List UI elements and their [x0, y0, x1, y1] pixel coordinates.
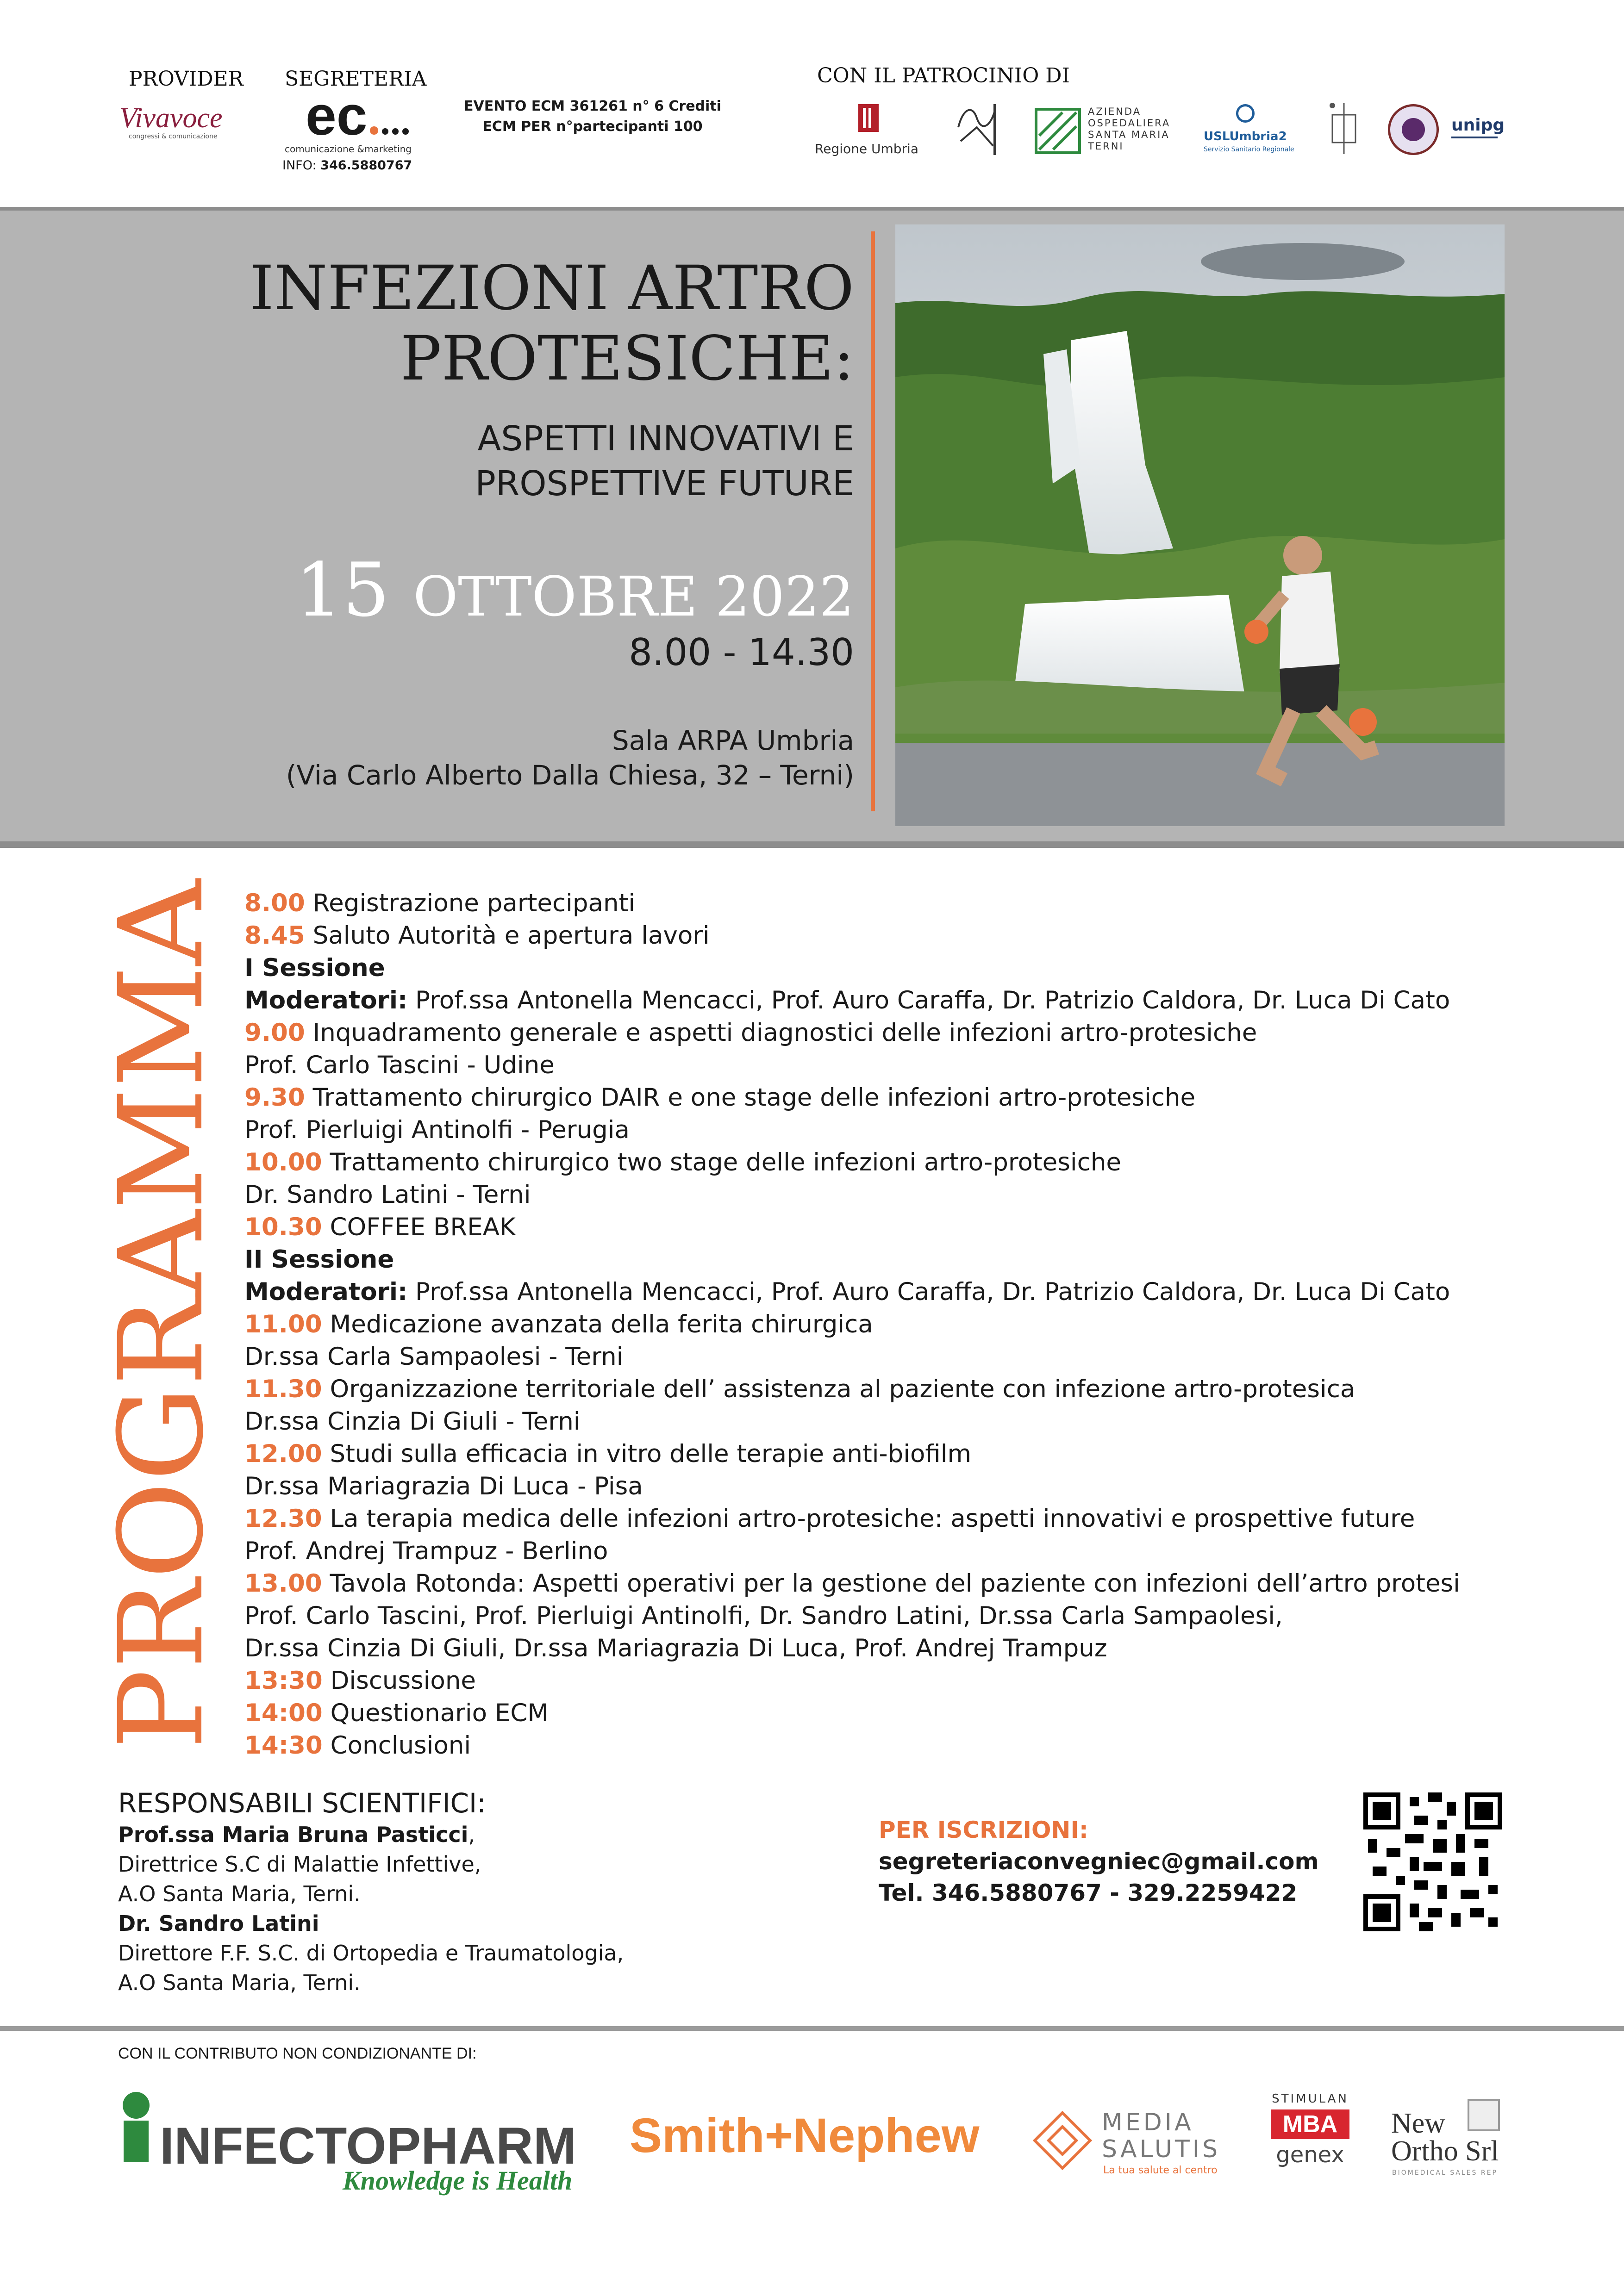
session-heading: II Sessione: [244, 1245, 394, 1274]
media-salutis-logo: [1030, 2103, 1234, 2178]
university-seal-logo: [1388, 104, 1439, 155]
speaker-line: Dr.ssa Mariagrazia Di Luca - Pisa: [244, 1472, 643, 1500]
event-time: 8.00 - 14.30: [629, 631, 854, 674]
genex-text: genex: [1276, 2142, 1344, 2168]
program-line: 10.30 COFFEE BREAK: [244, 1213, 516, 1241]
program-line: 11.00 Medicazione avanzata della ferita chirurgica: [244, 1310, 873, 1338]
venue-line1: Sala ARPA Umbria: [612, 725, 854, 756]
stimulan-mba-genex-logo: [1264, 2092, 1356, 2189]
responsabile-1-name-line: Prof.ssa Maria Bruna Pasticci,: [118, 1822, 475, 1847]
smith-nephew-logo: Smith+Nephew: [630, 2109, 980, 2163]
unipg-text: unipg: [1451, 116, 1505, 135]
moderators-line: Moderatori: Prof.ssa Antonella Mencacci, Prof. Auro Caraffa, Dr. Patrizio Caldora, Dr. Luca Di Cato: [244, 986, 1450, 1014]
usl-subtext: Servizio Sanitario Regionale: [1204, 146, 1294, 153]
moderators-line: Moderatori: Prof.ssa Antonella Mencacci, Prof. Auro Caraffa, Dr. Patrizio Caldora, Dr. Luca Di Cato: [244, 1278, 1450, 1306]
unipg-logo: [1451, 116, 1512, 153]
segreteria-label: SEGRETERIA: [285, 67, 427, 91]
ortho-text: Ortho Srl: [1391, 2135, 1499, 2167]
responsabile-1-name: Prof.ssa Maria Bruna Pasticci: [118, 1822, 468, 1847]
vivavoce-tagline: congressi & comunicazione: [129, 133, 218, 140]
azienda-ospedaliera-logo: [1035, 104, 1174, 160]
ecm-line2: ECM PER n°partecipanti 100: [482, 118, 703, 135]
info-label: INFO:: [282, 158, 317, 173]
vivavoce-logo: [119, 102, 223, 140]
regione-umbria-logo: [815, 104, 931, 160]
iscrizioni-phone[interactable]: Tel. 346.5880767 - 329.2259422: [879, 1879, 1298, 1906]
mba-text: MBA: [1271, 2109, 1349, 2139]
pharm-text: PHARM: [386, 2117, 577, 2175]
venue-line2: (Via Carlo Alberto Dalla Chiesa, 32 – Terni): [286, 759, 854, 791]
sponsors-label: CON IL CONTRIBUTO NON CONDIZIONANTE DI:: [118, 2045, 477, 2062]
date-month-year: OTTOBRE 2022: [413, 565, 854, 628]
speaker-line: Dr.ssa Cinzia Di Giuli, Dr.ssa Mariagrazia Di Luca, Prof. Andrej Trampuz: [244, 1634, 1107, 1662]
new-ortho-logo: [1382, 2099, 1512, 2191]
speaker-line: Prof. Pierluigi Antinolfi - Perugia: [244, 1116, 630, 1144]
responsabili-block: [118, 1786, 624, 1997]
new-ortho-tagline: BIOMEDICAL SALES REP: [1392, 2169, 1498, 2177]
date-day: 15: [295, 547, 390, 633]
responsabile-1-place: A.O Santa Maria, Terni.: [118, 1881, 361, 1906]
media-tagline: La tua salute al centro: [1103, 2165, 1218, 2176]
title-line2: PROTESICHE:: [400, 323, 854, 394]
program-line: 14:30 Conclusioni: [244, 1731, 471, 1760]
ecm-line1: EVENTO ECM 361261 n° 6 Crediti: [464, 98, 721, 114]
program-line: 9.30 Trattamento chirurgico DAIR e one stage delle infezioni artro-protesiche: [244, 1083, 1196, 1112]
iscrizioni-block: [879, 1814, 1319, 1909]
ec-name: ec: [306, 85, 368, 147]
azienda-line1: AZIENDA: [1088, 106, 1142, 117]
new-text: New: [1391, 2108, 1446, 2139]
responsabile-2-place: A.O Santa Maria, Terni.: [118, 1970, 361, 1995]
title-divider: [871, 231, 875, 811]
speaker-line: Prof. Carlo Tascini - Udine: [244, 1051, 555, 1079]
patrocinio-label: CON IL PATROCINIO DI: [817, 64, 1070, 87]
session-heading: I Sessione: [244, 954, 385, 982]
program-list: [0, 887, 1624, 1767]
infecto-text: INFECTO: [160, 2117, 387, 2175]
responsabili-heading: RESPONSABILI SCIENTIFICI:: [118, 1787, 486, 1819]
program-line: 13:30 Discussione: [244, 1667, 476, 1695]
info-phone: 346.5880767: [320, 158, 412, 173]
program-line: 12.00 Studi sulla efficacia in vitro delle terapie anti-biofilm: [244, 1440, 972, 1468]
media-text: MEDIA: [1102, 2109, 1194, 2136]
azienda-line4: TERNI: [1088, 141, 1124, 152]
salutis-text: SALUTIS: [1102, 2135, 1221, 2163]
ordine-medici-logo: [1323, 101, 1365, 156]
program-line: 8.45 Saluto Autorità e apertura lavori: [244, 921, 710, 950]
programma-heading: PROGRAMMA: [94, 906, 229, 1749]
program-line: 9.00 Inquadramento generale e aspetti diagnostici delle infezioni artro-protesiche: [244, 1019, 1257, 1047]
subtitle-line2: PROSPETTIVE FUTURE: [475, 464, 854, 504]
iscrizioni-email[interactable]: segreteriaconvegniec@gmail.com: [879, 1848, 1319, 1875]
speaker-line: Dr.ssa Carla Sampaolesi - Terni: [244, 1343, 624, 1371]
speaker-line: Dr.ssa Cinzia Di Giuli - Terni: [244, 1407, 581, 1436]
ec-tagline: comunicazione &marketing: [285, 143, 412, 155]
responsabile-2-name: Dr. Sandro Latini: [118, 1911, 319, 1936]
iscrizioni-heading: PER ISCRIZIONI:: [879, 1817, 1088, 1843]
program-line: 12.30 La terapia medica delle infezioni artro-protesiche: aspetti innovativi e prospettive future: [244, 1505, 1415, 1533]
stimulan-text: STIMULAN: [1272, 2092, 1349, 2106]
title-line1: INFEZIONI ARTRO: [250, 253, 854, 324]
responsabile-2-role: Direttore F.F. S.C. di Ortopedia e Traumatologia,: [118, 1941, 624, 1966]
event-date: [295, 548, 854, 638]
subtitle-line1: ASPETTI INNOVATIVI E: [477, 419, 854, 459]
speaker-line: Prof. Andrej Trampuz - Berlino: [244, 1537, 608, 1565]
waterfall-runner-photo: [895, 224, 1505, 826]
vivavoce-name: Vivavoce: [119, 102, 223, 134]
program-line: 8.00 Registrazione partecipanti: [244, 889, 636, 917]
info-line: [282, 158, 412, 173]
ec-logo: [306, 85, 409, 147]
provider-label: PROVIDER: [129, 67, 244, 91]
usl-umbria2-logo: [1204, 104, 1296, 160]
program-line: 10.00 Trattamento chirurgico two stage delle infezioni artro-protesiche: [244, 1148, 1121, 1176]
provincia-terni-logo: [954, 100, 1000, 160]
speaker-line: Prof. Carlo Tascini, Prof. Pierluigi Antinolfi, Dr. Sandro Latini, Dr.ssa Carla Sampaolesi,: [244, 1602, 1283, 1630]
responsabile-1-role: Direttrice S.C di Malattie Infettive,: [118, 1852, 481, 1877]
speaker-line: Dr. Sandro Latini - Terni: [244, 1181, 531, 1209]
azienda-line3: SANTA MARIA: [1088, 129, 1170, 140]
azienda-line2: OSPEDALIERA: [1088, 118, 1171, 129]
usl-text: USLUmbria2: [1204, 130, 1287, 143]
footer-separator: [0, 2026, 1624, 2031]
program-line: 11.30 Organizzazione territoriale dell’ assistenza al paziente con infezione artro-protesica: [244, 1375, 1355, 1403]
infecto-tagline: Knowledge is Health: [343, 2165, 573, 2196]
ecm-info: [454, 96, 731, 137]
program-line: 13.00 Tavola Rotonda: Aspetti operativi per la gestione del paziente con infezioni dell’artro protesi: [244, 1569, 1460, 1598]
infectopharm-logo: [118, 2092, 627, 2198]
qr-code[interactable]: [1363, 1792, 1502, 1931]
regione-umbria-text: Regione Umbria: [815, 141, 918, 156]
program-line: 14:00 Questionario ECM: [244, 1699, 549, 1727]
